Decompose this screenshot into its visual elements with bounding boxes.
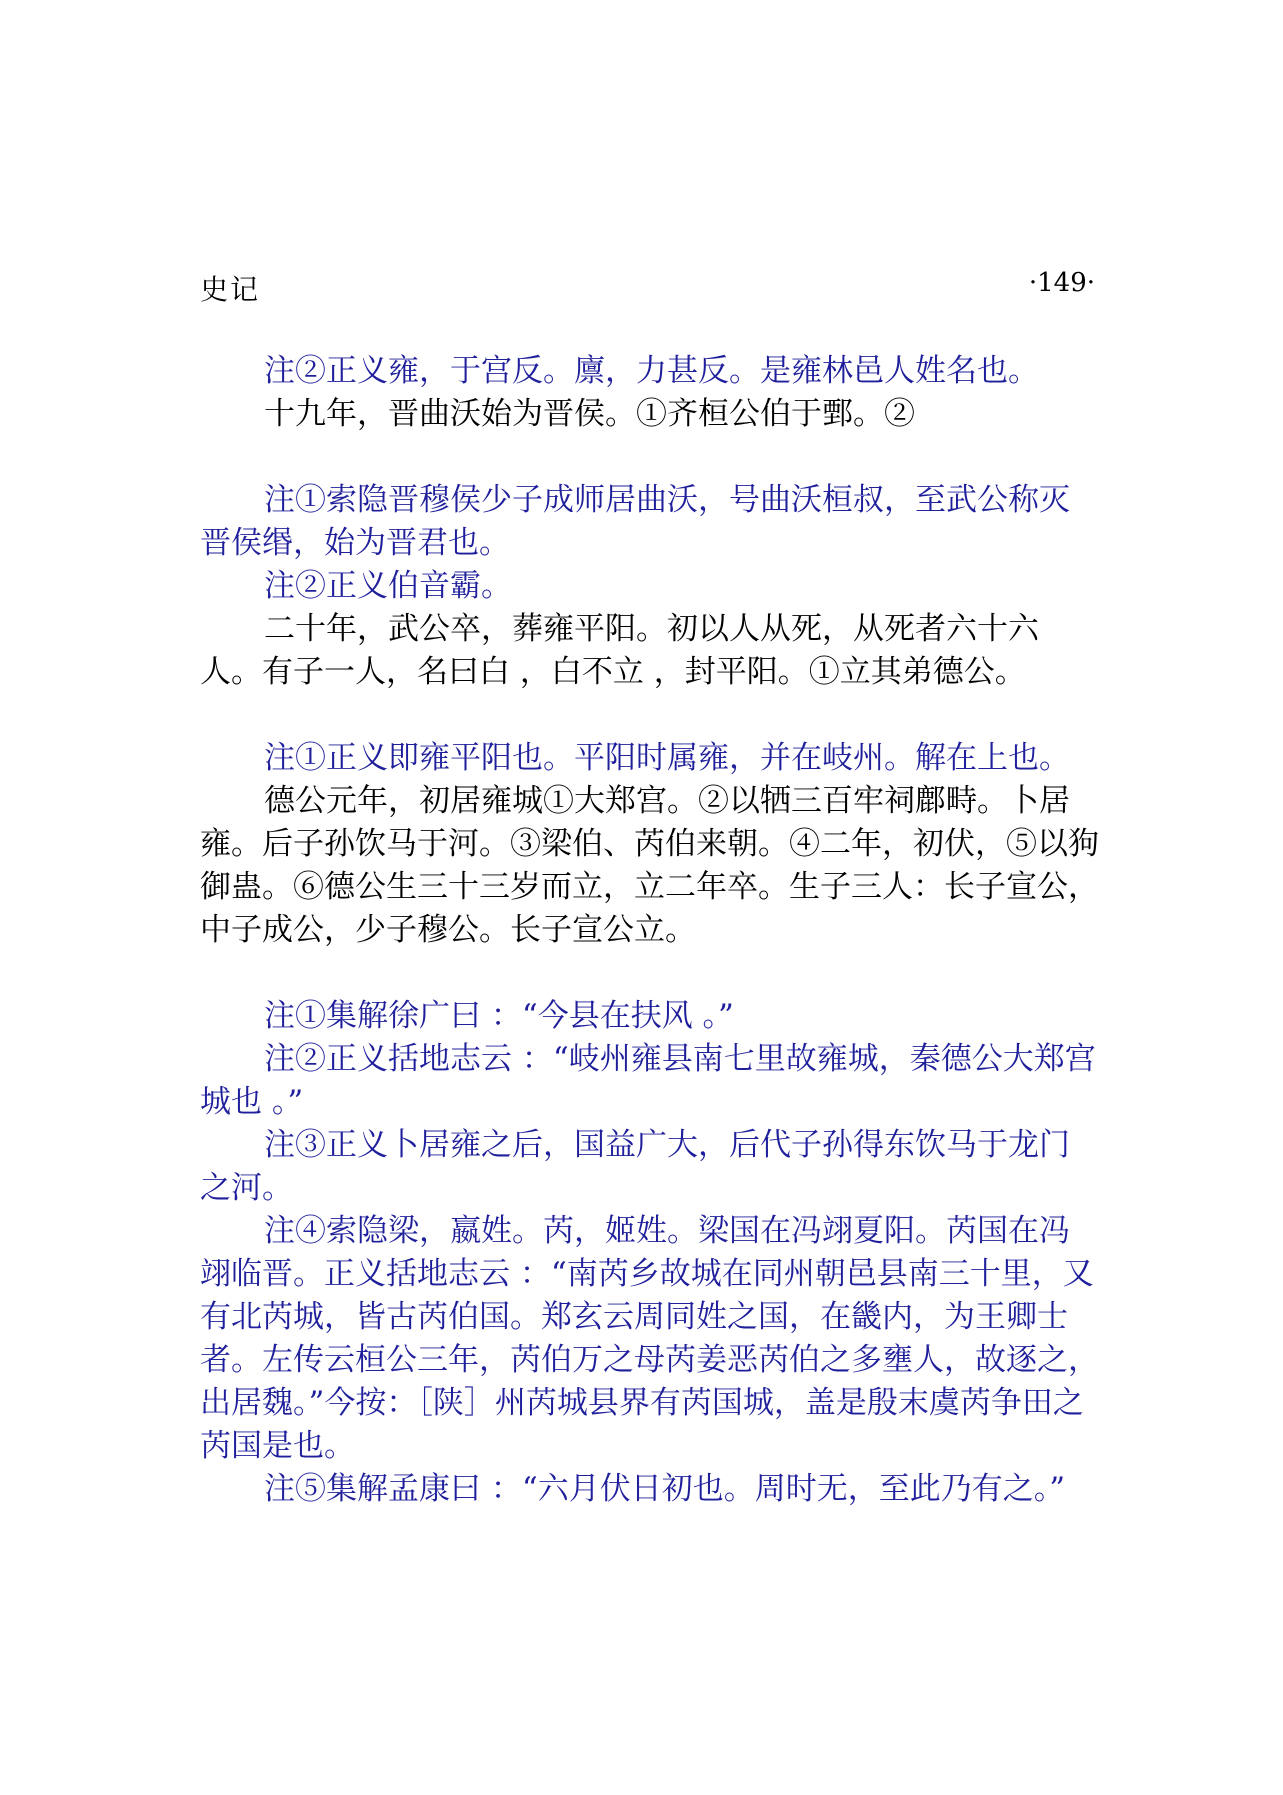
running-title: 史记 [200, 273, 261, 306]
body-text [200, 350, 1100, 1511]
note-paragraph: 注②正义括地志云 ：“岐州雍县南七里故雍城，秦德公大郑宫城也 。” [200, 1041, 1096, 1120]
page-header [200, 268, 1095, 308]
main-paragraph: 二十年，武公卒，葬雍平阳。初以人从死，从死者六十六人。有子一人，名曰白 ，白不立 ，封平阳。①立其弟德公。 [200, 611, 1039, 690]
note-paragraph: 注①正义即雍平阳也。平阳时属雍，并在岐州。解在上也。 [264, 740, 1070, 776]
main-paragraph: 十九年，晋曲沃始为晋侯。①齐桓公伯于鄄。② [264, 396, 915, 432]
note-paragraph: 注③正义卜居雍之后，国益广大，后代子孙得东饮马于龙门之河。 [200, 1127, 1070, 1206]
note-paragraph: 注④索隐梁，嬴姓。芮，姬姓。梁国在冯翊夏阳。芮国在冯翊临晋。正义括地志云 ：“南芮乡故城在同州朝邑县南三十里，又有北芮城，皆古芮伯国。郑玄云周同姓之国，在畿内，为王卿士者。左传云桓公三年，芮伯万之母芮姜恶芮伯之多壅人，故逐之，出居魏。”今按：［陕］州芮城县界有芮国城，盖是殷末虞芮争田之芮国是也。 [200, 1213, 1099, 1464]
main-paragraph: 德公元年，初居雍城①大郑宫。②以牺三百牢祠鄜畤。卜居雍。后子孙饮马于河。③梁伯、芮伯来朝。④二年，初伏，⑤以狗御蛊。⑥德公生三十三岁而立，立二年卒。生子三人：长子宣公，中子成公，少子穆公。长子宣公立。 [200, 783, 1099, 948]
note-paragraph: 注①集解徐广曰 ：“今县在扶风 。” [264, 998, 734, 1034]
page-number: ·149· [1028, 268, 1095, 298]
note-paragraph: 注②正义雍，于宫反。廪，力甚反。是雍林邑人姓名也。 [264, 353, 1039, 389]
note-paragraph: 注①索隐晋穆侯少子成师居曲沃，号曲沃桓叔，至武公称灭晋侯缗，始为晋君也。 [200, 482, 1070, 561]
note-paragraph: 注⑤集解孟康曰 ：“六月伏日初也。周时无，至此乃有之。” [264, 1471, 1066, 1507]
note-paragraph: 注②正义伯音霸。 [264, 568, 512, 604]
